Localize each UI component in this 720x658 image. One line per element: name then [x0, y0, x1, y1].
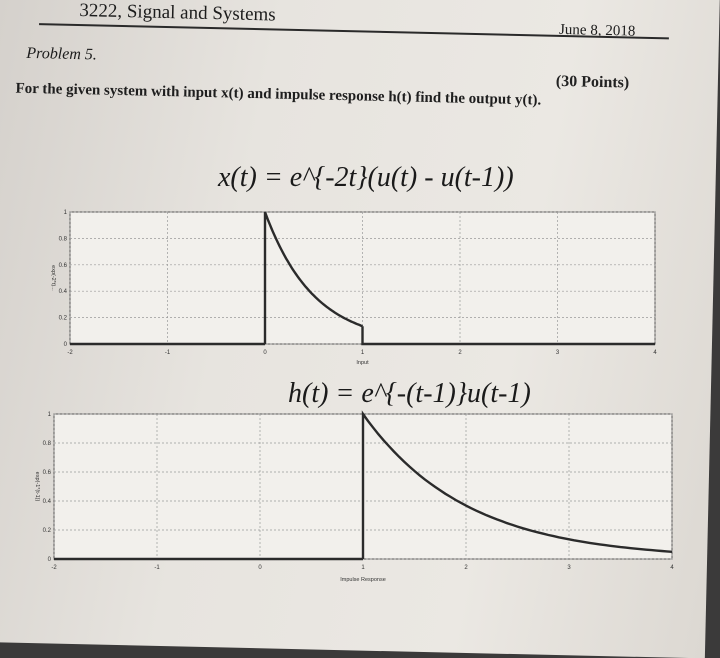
input-x-tick-label: -1: [164, 350, 171, 356]
impulse-y-axis-label: exp(-1*(t-1)): [34, 471, 40, 502]
impulse-x-tick-label: 0: [258, 565, 262, 571]
impulse-plot: [34, 410, 680, 590]
input-plot-svg: [50, 208, 663, 366]
impulse-y-tick-label: 1: [47, 412, 51, 418]
impulse-x-axis-label: Impulse Response: [340, 577, 386, 583]
input-x-tick-label: 2: [458, 350, 462, 356]
input-x-tick-label: 4: [653, 350, 657, 356]
input-y-tick-label: 0.4: [58, 289, 67, 296]
input-y-tick-label: 0.8: [58, 236, 67, 243]
exam-date: June 8, 2018: [558, 21, 636, 40]
input-y-tick-label: 1: [63, 210, 67, 216]
impulse-y-tick-label: 0: [47, 557, 51, 563]
impulse-plot-svg: [34, 410, 680, 585]
impulse-x-tick-label: 1: [361, 565, 365, 571]
input-plot: [50, 208, 663, 366]
input-x-tick-label: -2: [67, 350, 73, 356]
input-y-tick-label: 0.2: [58, 315, 67, 322]
course-title: 3222, Signal and Systems: [79, 0, 276, 26]
input-y-tick-label: 0.6: [58, 262, 67, 269]
input-equation-text: x(t) = e^{-2t}(u(t) - u(t-1)): [218, 162, 514, 193]
problem-title: Problem 5.: [26, 44, 98, 64]
input-x-tick-label: 1: [360, 350, 365, 356]
impulse-equation: [288, 378, 531, 410]
impulse-x-tick-label: -1: [154, 565, 160, 571]
impulse-x-tick-label: 4: [670, 565, 674, 571]
points-label: (30 Points): [555, 72, 630, 92]
impulse-x-tick-label: 2: [464, 565, 468, 571]
impulse-x-tick-label: -2: [51, 565, 57, 571]
problem-statement: For the given system with input x(t) and impulse response h(t) find the output y(t).: [15, 80, 542, 109]
impulse-y-tick-label: 0.8: [42, 441, 51, 447]
input-y-tick-label: 0: [63, 342, 67, 348]
input-x-tick-label: 3: [555, 350, 560, 356]
impulse-y-tick-label: 0.6: [42, 470, 51, 476]
input-y-axis-label: exp(-2*t)...: [50, 265, 56, 291]
impulse-equation-text: h(t) = e^{-(t-1)}u(t-1): [288, 378, 531, 409]
input-x-tick-label: 0: [263, 350, 267, 356]
impulse-y-tick-label: 0.4: [42, 499, 51, 505]
impulse-x-tick-label: 3: [567, 565, 571, 571]
input-equation: [218, 162, 514, 194]
input-annotation: Input: [356, 360, 369, 366]
impulse-y-tick-label: 0.2: [42, 528, 51, 534]
